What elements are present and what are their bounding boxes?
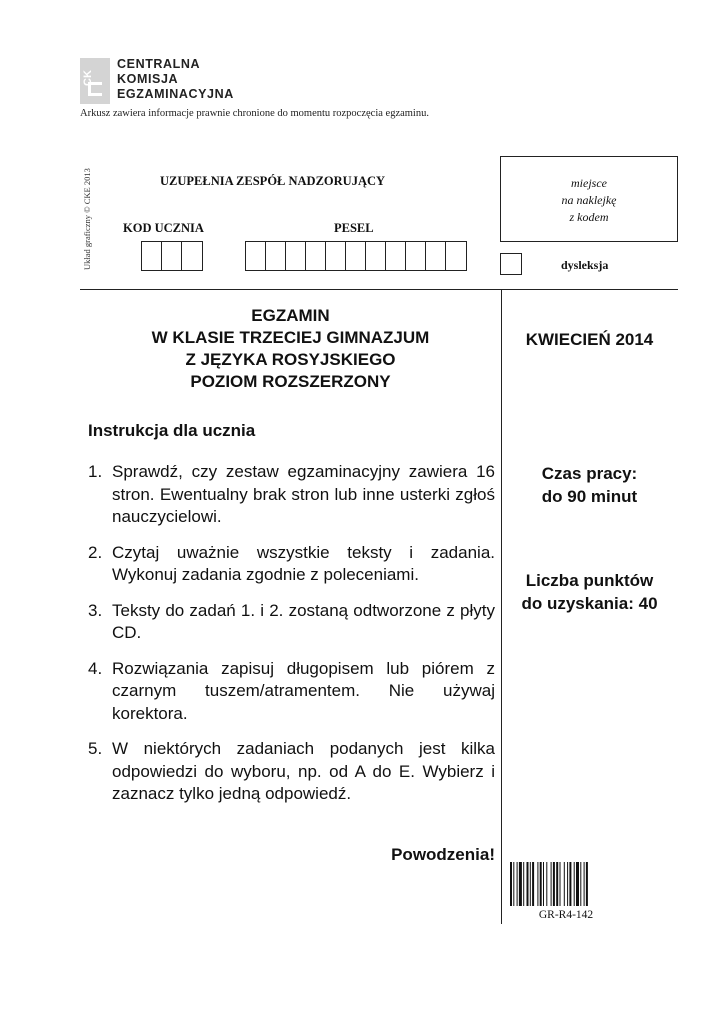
max-points-value: do uzyskania: 40	[521, 593, 658, 613]
digit-cell[interactable]	[386, 242, 406, 270]
barcode-bar	[560, 862, 561, 906]
barcode-bar	[546, 862, 547, 906]
instructions-heading: Instrukcja dla ucznia	[88, 421, 256, 440]
logo-line-2: KOMISJA	[117, 72, 179, 86]
digit-cell[interactable]	[326, 242, 346, 270]
exam-title	[80, 305, 501, 393]
good-luck-text: Powodzenia!	[391, 845, 495, 864]
title-line-2: W KLASIE TRZECIEJ GIMNAZJUM	[151, 328, 430, 347]
sticker-line-2: na naklejkę	[561, 193, 617, 207]
barcode-image	[510, 862, 622, 906]
instructions-list	[88, 461, 495, 819]
digit-cell[interactable]	[406, 242, 426, 270]
barcode-bar	[537, 862, 538, 906]
sticker-line-3: z kodem	[569, 210, 609, 224]
digit-cell[interactable]	[266, 242, 286, 270]
barcode-bar	[584, 862, 585, 906]
item-number: 4.	[88, 658, 103, 678]
item-number: 5.	[88, 739, 103, 758]
digit-cell[interactable]	[306, 242, 326, 270]
item-text: W niektórych zadaniach podanych jest kilka odpowiedzi do wyboru, np. od A do E. Wybierz i zaznacz tylko jedną odpowiedź.	[112, 739, 495, 803]
sticker-line-1: miejsce	[571, 176, 607, 190]
horizontal-divider	[80, 289, 678, 290]
max-points	[501, 570, 678, 615]
digit-cell[interactable]	[182, 242, 202, 270]
student-code-field[interactable]	[141, 241, 203, 271]
barcode-bar	[510, 862, 512, 906]
item-text: Czytaj uważnie wszystkie teksty i zadania. Wykonuj zadania zgodnie z poleceniami.	[112, 542, 495, 584]
confidentiality-notice: Arkusz zawiera informacje prawnie chronione do momentu rozpoczęcia egzaminu.	[80, 108, 429, 119]
item-number: 1.	[88, 462, 103, 481]
barcode-bar	[564, 862, 565, 906]
list-item	[88, 738, 495, 806]
barcode-bar	[540, 862, 542, 906]
supervisor-heading: UZUPEŁNIA ZESPÓŁ NADZORUJĄCY	[160, 174, 386, 188]
cke-logo-mark	[80, 58, 110, 104]
code-sticker-area	[500, 156, 678, 242]
working-time-label: Czas pracy:	[541, 464, 638, 483]
dyslexia-checkbox[interactable]	[500, 253, 522, 275]
student-code-label: KOD UCZNIA	[123, 221, 204, 235]
digit-cell[interactable]	[286, 242, 306, 270]
barcode-bar	[576, 862, 579, 906]
barcode-bar	[527, 862, 529, 906]
barcode-bar	[569, 862, 571, 906]
working-time-value: do 90 minut	[541, 486, 638, 506]
barcode-bar	[574, 862, 575, 906]
item-number: 2.	[88, 542, 103, 562]
digit-cell[interactable]	[346, 242, 366, 270]
barcode-bar	[530, 862, 531, 906]
barcode-bar	[551, 862, 552, 906]
barcode-bar	[556, 862, 558, 906]
barcode-code: GR-R4-142	[538, 909, 594, 921]
list-item	[88, 542, 495, 587]
barcode-bar	[580, 862, 581, 906]
max-points-label: Liczba punktów	[525, 571, 654, 590]
barcode-bar	[532, 862, 534, 906]
item-text: Teksty do zadań 1. i 2. zostaną odtworzone z płyty CD.	[112, 600, 495, 642]
barcode-bar	[519, 862, 522, 906]
title-line-4: POZIOM ROZSZERZONY	[190, 372, 391, 391]
working-time	[501, 463, 678, 508]
title-line-3: Z JĘZYKA ROSYJSKIEGO	[185, 350, 396, 369]
logo-line-1: CENTRALNA	[117, 57, 201, 71]
list-item	[88, 461, 495, 529]
item-text: Sprawdź, czy zestaw egzaminacyjny zawiera 16 stron. Ewentualny brak stron lub inne usterki zgłoś nauczycielowi.	[112, 462, 495, 526]
dyslexia-label: dysleksja	[561, 258, 609, 272]
exam-date: KWIECIEŃ 2014	[525, 330, 654, 349]
logo-mark-shape	[88, 82, 102, 96]
barcode-bar	[523, 862, 524, 906]
logo-mark-text: CK	[82, 70, 94, 86]
barcode-bar	[543, 862, 544, 906]
title-line-1: EGZAMIN	[251, 306, 330, 325]
logo-line-3: EGZAMINACYJNA	[117, 87, 234, 101]
sticker-placeholder-text	[501, 175, 677, 226]
barcode-bar	[586, 862, 588, 906]
item-text: Rozwiązania zapisuj długopisem lub piórem z czarnym tuszem/atramentem. Nie używaj korektora.	[112, 658, 495, 723]
item-number: 3.	[88, 600, 103, 620]
pesel-field[interactable]	[245, 241, 467, 271]
digit-cell[interactable]	[366, 242, 386, 270]
list-item	[88, 658, 495, 726]
barcode-bar	[513, 862, 514, 906]
digit-cell[interactable]	[162, 242, 182, 270]
pesel-label: PESEL	[334, 221, 374, 235]
digit-cell[interactable]	[246, 242, 266, 270]
cke-logo-text	[117, 57, 234, 102]
digit-cell[interactable]	[142, 242, 162, 270]
barcode-bar	[553, 862, 555, 906]
digit-cell[interactable]	[446, 242, 466, 270]
barcode-bar	[517, 862, 518, 906]
list-item	[88, 600, 495, 645]
barcode-bar	[567, 862, 568, 906]
digit-cell[interactable]	[426, 242, 446, 270]
copyright-vertical-text: Układ graficzny © CKE 2013	[82, 168, 92, 270]
